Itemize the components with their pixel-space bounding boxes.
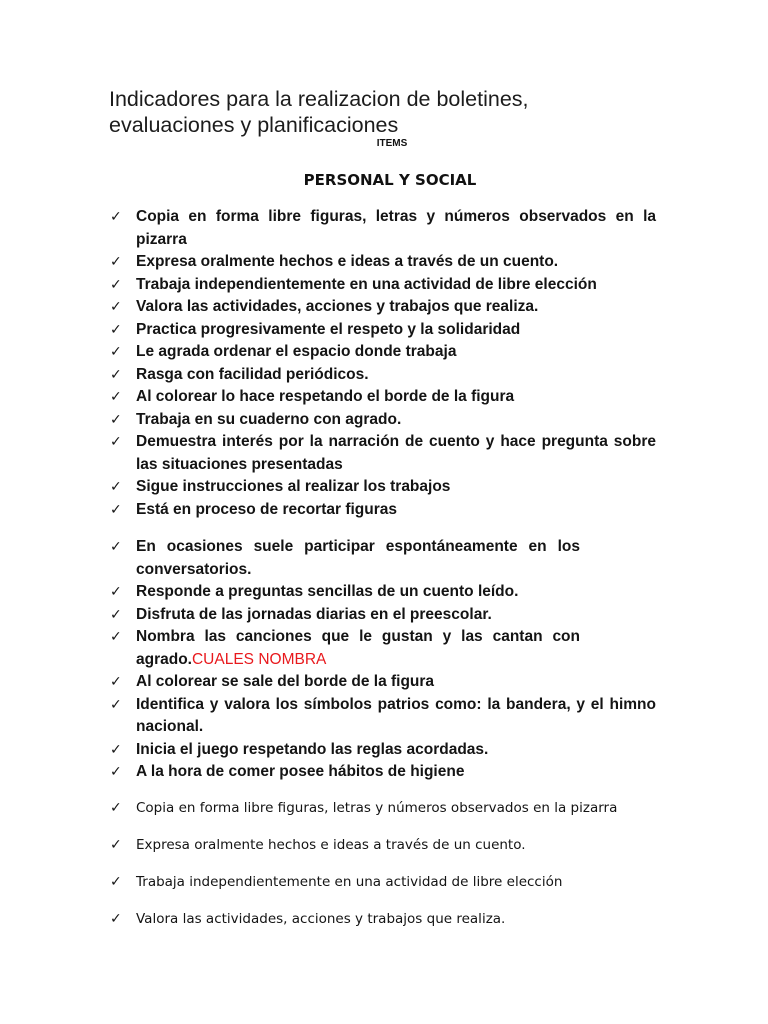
checkmark-icon: ✓: [110, 434, 122, 450]
list-item: [110, 694, 656, 739]
indicator-list-a: [110, 206, 656, 521]
list-item: [110, 873, 670, 910]
checkmark-icon: ✓: [110, 696, 122, 713]
list-item-text: Sigue instrucciones al realizar los trabajos: [136, 478, 451, 495]
list-item-text: Copia en forma libre figuras, letras y números observados en la pizarra: [136, 800, 618, 816]
list-item: [110, 251, 656, 274]
list-item-text: Le agrada ordenar el espacio donde trabaja: [136, 343, 457, 360]
list-item-text: Disfruta de las jornadas diarias en el preescolar.: [136, 605, 492, 623]
list-item-text: Copia en forma libre figuras, letras y números observados en la pizarra: [136, 208, 656, 248]
list-item: [110, 499, 656, 522]
checkmark-icon: ✓: [110, 479, 122, 495]
checkmark-icon: ✓: [110, 629, 122, 645]
list-item: [110, 431, 656, 476]
checkmark-icon: ✓: [110, 764, 122, 780]
checkmark-icon: ✓: [110, 299, 122, 315]
list-item: [110, 626, 580, 671]
list-item-text: En ocasiones suele participar espontáneamente en los conversatorios.: [136, 538, 580, 578]
list-item-text: Valora las actividades, acciones y trabajos que realiza.: [136, 298, 539, 315]
checkmark-icon: ✓: [110, 911, 122, 927]
checkmark-icon: ✓: [110, 800, 122, 816]
indicator-list-c: [110, 799, 670, 947]
list-item-text: Responde a preguntas sencillas de un cuento leído.: [136, 583, 519, 600]
list-item: [110, 581, 580, 604]
list-item: [110, 206, 656, 251]
checkmark-icon: ✓: [110, 539, 122, 555]
list-item-text: Identifica y valora los símbolos patrios como: la bandera, y el himno nacional.: [136, 695, 656, 735]
checkmark-icon: ✓: [110, 366, 122, 383]
list-item-text: Al colorear se sale del borde de la figura: [136, 673, 435, 690]
checkmark-icon: ✓: [110, 501, 122, 518]
list-item: [110, 341, 656, 364]
checkmark-icon: ✓: [110, 344, 122, 360]
list-item: [110, 386, 656, 409]
checkmark-icon: ✓: [110, 209, 122, 225]
list-item: [110, 536, 580, 581]
list-item-text: Trabaja en su cuaderno con agrado.: [136, 410, 402, 428]
list-item: [110, 910, 670, 947]
list-item-text: Valora las actividades, acciones y trabajos que realiza.: [136, 911, 506, 927]
checkmark-icon: ✓: [110, 321, 122, 338]
list-item-text: Trabaja independientemente en una actividad de libre elección: [136, 275, 597, 293]
checkmark-icon: ✓: [110, 254, 122, 270]
list-item: [110, 739, 580, 762]
list-item: [110, 476, 656, 499]
list-item-text: Inicia el juego respetando las reglas acordadas.: [136, 740, 489, 758]
list-item-text: Está en proceso de recortar figuras: [136, 500, 398, 518]
list-item-text: Nombra las canciones que le gustan y las cantan con agrado.: [136, 628, 580, 668]
list-item-text: Expresa oralmente hechos e ideas a través de un cuento.: [136, 837, 526, 853]
list-item: [110, 409, 656, 432]
checkmark-icon: ✓: [110, 584, 122, 600]
list-item-text: Practica progresivamente el respeto y la solidaridad: [136, 320, 521, 338]
checkmark-icon: ✓: [110, 411, 122, 428]
title-line-1: Indicadores para la realizacion de boletines,: [109, 87, 529, 111]
items-label: ITEMS: [376, 138, 408, 149]
checkmark-icon: ✓: [110, 837, 122, 853]
indicator-list-b: [110, 536, 656, 784]
checkmark-icon: ✓: [110, 389, 122, 405]
list-item-text: Trabaja independientemente en una actividad de libre elección: [136, 874, 563, 890]
list-item-text: Rasga con facilidad periódicos.: [136, 365, 369, 383]
list-item: [110, 671, 580, 694]
checkmark-icon: ✓: [110, 741, 122, 758]
list-item: [110, 799, 670, 836]
list-item-text: Al colorear lo hace respetando el borde de la figura: [136, 388, 515, 405]
list-item: [110, 274, 656, 297]
list-item: [110, 836, 670, 873]
checkmark-icon: ✓: [110, 276, 122, 293]
list-item-text: Demuestra interés por la narración de cuento y hace pregunta sobre las situaciones presentadas: [136, 433, 656, 473]
section-title: PERSONAL Y SOCIAL: [303, 171, 477, 189]
red-annotation: CUALES NOMBRA: [191, 650, 327, 668]
checkmark-icon: ✓: [110, 674, 122, 690]
list-item: [110, 604, 580, 627]
page-title: [109, 86, 669, 138]
checkmark-icon: ✓: [110, 874, 122, 890]
list-item-text: Expresa oralmente hechos e ideas a través de un cuento.: [136, 253, 559, 270]
list-item: [110, 364, 656, 387]
title-line-2: evaluaciones y planificaciones: [109, 113, 399, 137]
checkmark-icon: ✓: [110, 606, 122, 623]
list-item: [110, 319, 656, 342]
list-item: [110, 761, 580, 784]
list-item-text: A la hora de comer posee hábitos de higiene: [136, 763, 465, 780]
list-item: [110, 296, 656, 319]
